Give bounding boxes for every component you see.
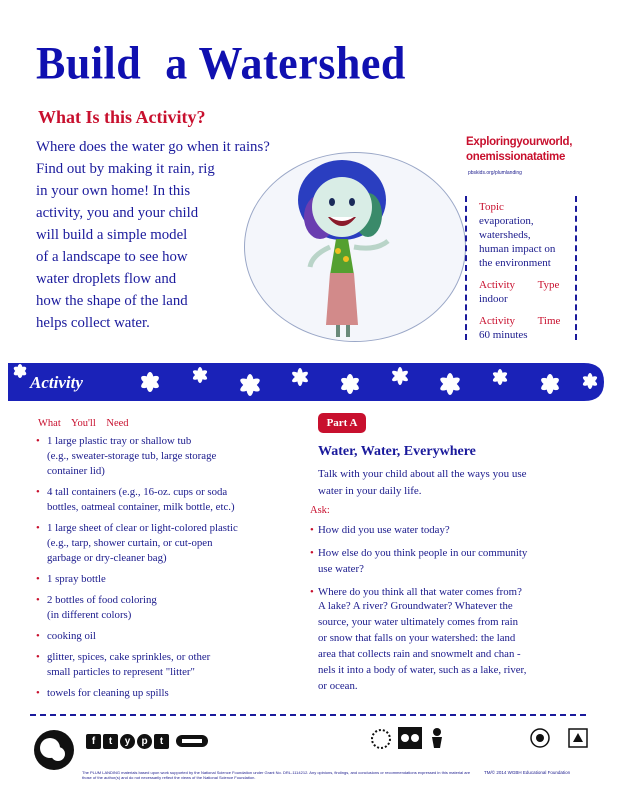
topic-value: evaporation, — [479, 215, 534, 227]
foundation-logo — [430, 727, 444, 749]
topic-value: the environment — [479, 257, 551, 269]
tumblr-icon[interactable]: t — [154, 734, 169, 749]
activity-time-value: 60 minutes — [479, 329, 528, 341]
intro-line: will build a simple model — [36, 227, 188, 243]
answer-paragraph: A lake? A river? Groundwater? Whatever the source, your water ultimately comes from rain or snow that falls on your watershed: the land area that collects rain and snowmelt and chan - nels it into a body of water, such as a lake, river, or ocean. — [318, 600, 527, 692]
intro-line: in your own home! In this — [36, 183, 191, 199]
list-item: • 1 large plastic tray or shallow tub (e.g., sweater-storage tub, large storage container lid) — [36, 434, 306, 479]
cpb-logo — [398, 727, 422, 749]
pbs-kids-logo[interactable] — [30, 728, 78, 772]
materials-heading: What You'll Need — [38, 418, 129, 429]
activity-type-value: indoor — [479, 293, 508, 305]
agency-logo — [568, 728, 588, 748]
youtube-icon[interactable]: y — [120, 734, 135, 749]
topic-label: Topic — [479, 201, 504, 213]
list-item: • glitter, spices, cake sprinkles, or other small particles to represent "litter" — [36, 650, 306, 680]
list-item: • How else do you think people in our community use water? — [310, 545, 590, 577]
questions-list — [310, 522, 590, 607]
intro-line: of a landscape to see how — [36, 249, 188, 265]
website-link[interactable]: pbskids.org/plumlanding — [468, 170, 522, 176]
section-heading-what-is: What Is this Activity? — [38, 107, 206, 127]
list-item: • 2 bottles of food coloring (in different colors) — [36, 593, 306, 623]
topic-value: human impact on — [479, 243, 556, 255]
twitter-icon[interactable]: t — [103, 734, 118, 749]
activity-banner — [0, 357, 618, 407]
materials-list — [36, 434, 306, 707]
pinterest-icon[interactable]: p — [137, 734, 152, 749]
list-item: • 1 large sheet of clear or light-colored plastic (e.g., tarp, shower curtain, or cut-open garbage or dry-cleaner bag) — [36, 521, 306, 566]
list-item: • 1 spray bottle — [36, 572, 306, 587]
banner-label: Activity — [30, 373, 83, 392]
list-item: • 4 tall containers (e.g., 16-oz. cups or soda bottles, oatmeal container, milk bottle, etc.) — [36, 485, 306, 515]
wgbh-logo — [176, 735, 208, 747]
topic-value: watersheds, — [479, 229, 531, 241]
part-a-badge: Part A — [318, 413, 366, 433]
page-title: Build a Watershed — [36, 37, 406, 90]
intro-line: Where does the water go when it rains? — [36, 139, 270, 155]
list-item: • Where do you think all that water comes from? — [310, 584, 590, 600]
ask-label: Ask: — [310, 505, 330, 516]
activity-info-box — [465, 196, 577, 340]
list-item: • How did you use water today? — [310, 522, 590, 538]
facebook-icon[interactable]: f — [86, 734, 101, 749]
part-a-heading: Water, Water, Everywhere — [318, 444, 476, 459]
funder-logo-circle — [370, 728, 392, 750]
intro-line: helps collect water. — [36, 315, 150, 331]
intro-line: water droplets flow and — [36, 271, 177, 287]
intro-line: Find out by making it rain, rig — [36, 161, 215, 177]
plum-character-illustration — [290, 155, 410, 340]
intro-line: how the shape of the land — [36, 293, 188, 309]
nsf-logo — [530, 728, 550, 748]
footer-divider — [30, 714, 586, 716]
funding-disclaimer: The PLUM LANDING materials based upon work supported by the National Science Foundation under Grant No. DRL-1114212. Any opinions, findings, and conclusions or recommendations expressed in this material are those of the author(s) and do not necessarily reflect the views of the National Science Foundation. — [82, 770, 471, 780]
list-item: • towels for cleaning up spills — [36, 686, 306, 701]
list-item: • cooking oil — [36, 629, 306, 644]
social-icons — [86, 734, 169, 749]
intro-line: activity, you and your child — [36, 205, 199, 221]
activity-type-label: Activity Type — [479, 279, 560, 291]
copyright: TM/© 2014 WGBH Educational Foundation — [484, 770, 571, 775]
part-a-intro: Talk with your child about all the ways you use water in your daily life. — [318, 468, 527, 497]
tagline: Exploringyourworld, onemissionatatime — [466, 136, 573, 163]
activity-time-label: Activity Time — [479, 315, 561, 327]
